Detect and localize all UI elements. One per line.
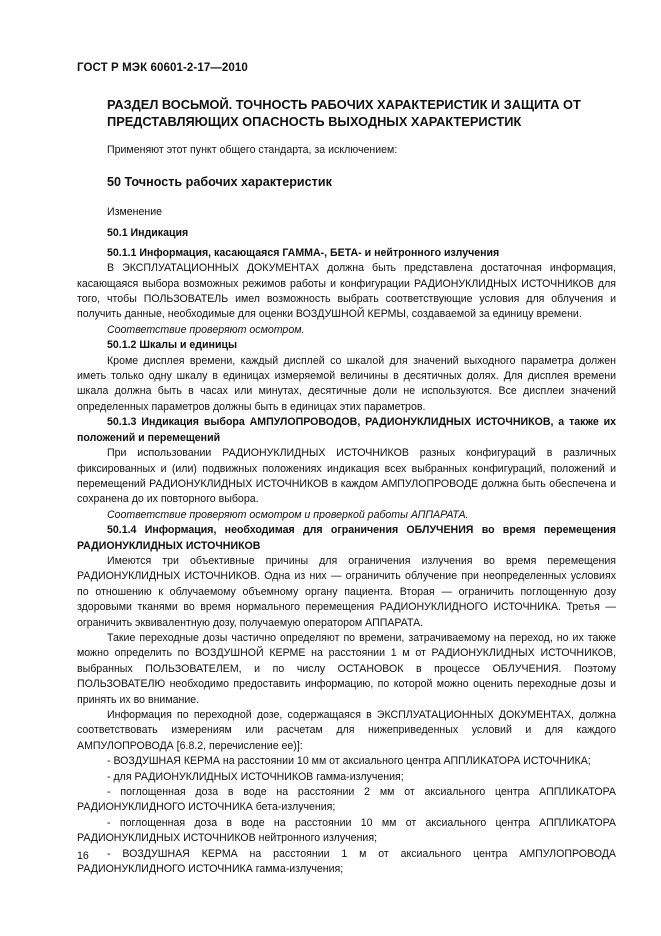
section-lead-text: Применяют этот пункт общего стандарта, за исключением:: [107, 144, 398, 156]
paragraph: При использовании РАДИОНУКЛИДНЫХ ИСТОЧНИКОВ разных конфигураций в различных фиксированных и (или) подвижных положениях индикация всех выбранных конфигураций, положений и перемещений РАДИОНУКЛИДНЫХ ИСТОЧНИКОВ в каждом АМПУЛОПРОВОДЕ должна быть обеспечена и сохранена до их повторного выбора.: [77, 447, 616, 506]
heading-50-1-3: 50.1.3 Индикация выбора АМПУЛОПРОВОДОВ, РАДИОНУКЛИДНЫХ ИСТОЧНИКОВ, а также их положений и перемещений: [77, 416, 616, 444]
paragraph: Кроме дисплея времени, каждый дисплей со шкалой для значений выходного параметра должен иметь только одну шкалу в единицах измеряемой величины в десятичных долях. Для дисплея времени шкала должна быть в часах или минутах, десятичные доли не используются. Все дисплеи значений определенных параметров должны быть в единицах этих параметров.: [77, 354, 616, 413]
heading-50-1-1: 50.1.1 Информация, касающаяся ГАММА-, БЕТА- и нейтронного излучения: [107, 246, 500, 259]
clause-50-title: 50 Точность рабочих характеристик: [107, 175, 332, 189]
list-item: - ВОЗДУШНАЯ КЕРМА на расстоянии 1 м от аксиального центра АМПУЛОПРОВОДА РАДИОНУКЛИДНОГО ИСТОЧНИКА гамма-излучения;: [77, 847, 616, 876]
page-number: 16: [77, 850, 89, 862]
compliance-note: Соответствие проверяют осмотром и проверкой работы АППАРАТА.: [107, 508, 469, 521]
document-id-header: ГОСТ Р МЭК 60601-2-17—2010: [77, 62, 248, 74]
paragraph: В ЭКСПЛУАТАЦИОННЫХ ДОКУМЕНТАХ должна быть представлена достаточная информация, касающаяся выбора возможных режимов работы и конфигурации РАДИОНУКЛИДНЫХ ИСТОЧНИКОВ для того, чтобы ПОЛЬЗОВАТЕЛЬ имел возможность выбрать соответствующие условия для облучения и получить данные, необходимые для оценки ВОЗДУШНОЙ КЕРМЫ, создаваемой за единицу времени.: [77, 262, 616, 321]
paragraph: Имеются три объективные причины для ограничения излучения во время перемещения РАДИОНУКЛИДНЫХ ИСТОЧНИКОВ. Одна из них — ограничить облучение при неопределенных условиях по отношению к облучаемому объемному органу пациента. Вторая — ограничить поглощенную дозу здоровыми тканями во время нормального перемещения РАДИОНУКЛИДНОГО ИСТОЧНИКА. Третья — ограничить эквивалентную дозу, получаемую оператором АППАРАТА.: [77, 554, 616, 629]
list-item: - поглощенная доза в воде на расстоянии 2 мм от аксиального центра АППЛИКАТОРА РАДИОНУКЛИДНОГО ИСТОЧНИКА бета-излучения;: [77, 786, 616, 814]
section-title: РАЗДЕЛ ВОСЬМОЙ. ТОЧНОСТЬ РАБОЧИХ ХАРАКТЕРИСТИК И ЗАЩИТА ОТ ПРЕДСТАВЛЯЮЩИХ ОПАСНОСТЬ ВЫХОДНЫХ ХАРАКТЕРИСТИК: [107, 97, 581, 129]
heading-50-1-2: 50.1.2 Шкалы и единицы: [107, 339, 238, 352]
list-item: - поглощенная доза в воде на расстоянии 10 мм от аксиального центра АППЛИКАТОРА РАДИОНУКЛИДНЫХ ИСТОЧНИКОВ нейтронного излучения;: [77, 816, 616, 845]
heading-50-1-4: 50.1.4 Информация, необходимая для ограничения ОБЛУЧЕНИЯ во время перемещения РАДИОНУКЛИДНЫХ ИСТОЧНИКОВ: [77, 524, 616, 552]
list-item: - ВОЗДУШНАЯ КЕРМА на расстоянии 10 мм от аксиального центра АППЛИКАТОРА ИСТОЧНИКА;: [107, 755, 591, 768]
list-item: - для РАДИОНУКЛИДНЫХ ИСТОЧНИКОВ гамма-излучения;: [107, 770, 404, 783]
heading-50-1: 50.1 Индикация: [107, 227, 189, 240]
paragraph: Информация по переходной дозе, содержащаяся в ЭКСПЛУАТАЦИОННЫХ ДОКУМЕНТАХ, должна соответствовать измерениям или расчетам для нижеприведенных условий и для каждого АМПУЛОПРОВОДА [6.8.2, перечисление ее)]:: [77, 709, 616, 752]
change-label: Изменение: [107, 206, 163, 218]
compliance-note: Соответствие проверяют осмотром.: [107, 323, 305, 336]
document-body: [77, 205, 616, 877]
paragraph: Такие переходные дозы частично определяют по времени, затрачиваемому на переход, но их также можно определить по ВОЗДУШНОЙ КЕРМЕ на расстоянии 1 м от РАДИОНУКЛИДНЫХ ИСТОЧНИКОВ, выбранных ПОЛЬЗОВАТЕЛЕМ, и по числу ОСТАНОВОК в процессе ОБЛУЧЕНИЯ. Поэтому ПОЛЬЗОВАТЕЛЮ необходимо предоставить информацию, по которой можно оценить переходные дозы и принять их во внимание.: [77, 631, 616, 706]
